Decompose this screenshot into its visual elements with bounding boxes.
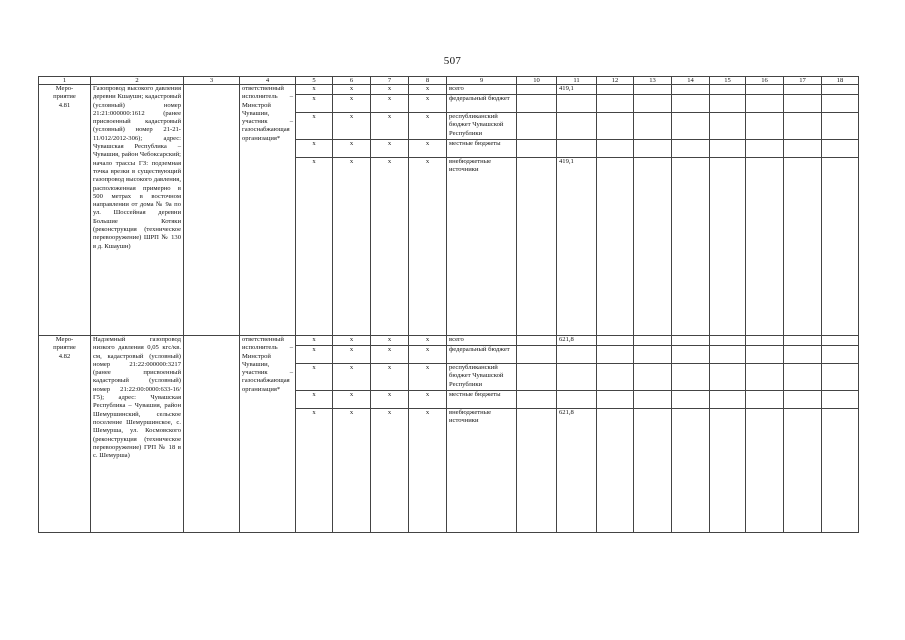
empty-cell — [634, 391, 672, 409]
empty-cell — [597, 391, 634, 409]
empty-cell — [634, 346, 672, 364]
empty-cell — [634, 113, 672, 140]
empty-cell — [710, 391, 746, 409]
empty-cell — [746, 336, 784, 346]
code-cell: x — [296, 113, 333, 140]
column-number: 14 — [672, 77, 710, 85]
activity-description: Газопровод высокого давления деревни Кшаушн; кадастровый (условный) номер 21:21:000000:1612 (ранее присвоенный кадастровый (условный) номер 21-21-11/012/2012-306); адрес: Чувашская Республика – Чувашия, район Чебоксарский; начало трассы ГЗ: подземная точка врезки в существующий газопровод высокого давления, расположенная примерно в 500 метрах в восточном направлении от дома № 9а по ул. Шоссейная деревни Большие Котяки (реконструкция (техническое перевооружение) ШРП № 130 в д. Кшаушн) — [91, 85, 184, 336]
column-number: 2 — [91, 77, 184, 85]
empty-cell — [597, 140, 634, 158]
code-cell: x — [333, 158, 371, 336]
code-cell: x — [409, 364, 447, 391]
column-number: 18 — [822, 77, 859, 85]
code-cell: x — [371, 409, 409, 533]
empty-cell — [517, 391, 557, 409]
program-table — [38, 76, 859, 533]
empty-cell — [822, 364, 859, 391]
empty-cell — [784, 95, 822, 113]
code-cell: x — [296, 140, 333, 158]
amount-cell: 419,1 — [557, 158, 597, 336]
empty-cell — [710, 336, 746, 346]
code-cell: x — [371, 391, 409, 409]
empty-cell — [746, 85, 784, 95]
empty-cell — [822, 391, 859, 409]
empty-cell — [672, 409, 710, 533]
code-cell: x — [409, 346, 447, 364]
empty-cell — [634, 158, 672, 336]
empty-cell — [710, 158, 746, 336]
empty-cell — [517, 95, 557, 113]
activity-id: Меро- приятие 4.81 — [39, 85, 91, 336]
code-cell: x — [409, 113, 447, 140]
empty-cell — [517, 113, 557, 140]
empty-cell — [517, 85, 557, 95]
code-cell: x — [371, 336, 409, 346]
empty-cell — [597, 346, 634, 364]
code-cell: x — [371, 158, 409, 336]
empty-cell — [634, 95, 672, 113]
table-row — [39, 85, 859, 95]
code-cell: x — [333, 336, 371, 346]
code-cell: x — [371, 140, 409, 158]
code-cell: x — [333, 364, 371, 391]
empty-cell — [746, 364, 784, 391]
empty-cell — [822, 113, 859, 140]
funding-source: внебюджетные источники — [447, 158, 517, 336]
code-cell: x — [333, 113, 371, 140]
empty-cell — [784, 409, 822, 533]
code-cell: x — [409, 85, 447, 95]
empty-cell — [784, 336, 822, 346]
code-cell: x — [296, 158, 333, 336]
code-cell: x — [371, 113, 409, 140]
column-number: 9 — [447, 77, 517, 85]
empty-cell — [184, 336, 240, 533]
column-number: 17 — [784, 77, 822, 85]
code-cell: x — [409, 409, 447, 533]
column-number: 1 — [39, 77, 91, 85]
code-cell: x — [333, 391, 371, 409]
code-cell: x — [296, 95, 333, 113]
code-cell: x — [409, 391, 447, 409]
funding-source: местные бюджеты — [447, 140, 517, 158]
empty-cell — [746, 158, 784, 336]
empty-cell — [822, 85, 859, 95]
amount-cell: 621,8 — [557, 336, 597, 346]
funding-source: федеральный бюджет — [447, 346, 517, 364]
code-cell: x — [333, 140, 371, 158]
empty-cell — [710, 85, 746, 95]
code-cell: x — [371, 95, 409, 113]
empty-cell — [822, 346, 859, 364]
empty-cell — [517, 409, 557, 533]
code-cell: x — [371, 364, 409, 391]
empty-cell — [634, 140, 672, 158]
code-cell: x — [409, 336, 447, 346]
column-number: 7 — [371, 77, 409, 85]
empty-cell — [597, 113, 634, 140]
code-cell: x — [296, 346, 333, 364]
empty-cell — [822, 158, 859, 336]
code-cell: x — [333, 346, 371, 364]
funding-source: всего — [447, 85, 517, 95]
column-number: 16 — [746, 77, 784, 85]
activity-id: Меро- приятие 4.82 — [39, 336, 91, 533]
column-number: 3 — [184, 77, 240, 85]
empty-cell — [672, 391, 710, 409]
empty-cell — [634, 409, 672, 533]
empty-cell — [597, 336, 634, 346]
empty-cell — [517, 364, 557, 391]
column-number: 12 — [597, 77, 634, 85]
funding-source: всего — [447, 336, 517, 346]
empty-cell — [746, 391, 784, 409]
empty-cell — [746, 140, 784, 158]
amount-cell: 621,8 — [557, 409, 597, 533]
code-cell: x — [409, 95, 447, 113]
empty-cell — [634, 85, 672, 95]
empty-cell — [672, 336, 710, 346]
funding-source: местные бюджеты — [447, 391, 517, 409]
empty-cell — [517, 158, 557, 336]
column-number: 15 — [710, 77, 746, 85]
code-cell: x — [333, 95, 371, 113]
amount-cell — [557, 346, 597, 364]
code-cell: x — [371, 346, 409, 364]
page-number: 507 — [443, 55, 462, 67]
empty-cell — [784, 158, 822, 336]
code-cell: x — [296, 364, 333, 391]
code-cell: x — [296, 409, 333, 533]
activity-description: Надземный газопровод низкого давления 0,05 кгс/кв. см, кадастровый (условный) номер 21:22:000000:3217 (ранее присвоенный кадастровый (условный) номер 21:22:00:0000:633-16/ Г5); адрес: Чувашская Республика – Чувашия, район Шемуршинский, сельское поселение Шемуршинское, с. Шемурша, ул. Космовского (реконструкция (техническое перевооружение) ГРП № 18 в с. Шемурша) — [91, 336, 184, 533]
amount-cell: 419,1 — [557, 85, 597, 95]
empty-cell — [597, 409, 634, 533]
code-cell: x — [296, 391, 333, 409]
column-number-row — [39, 77, 859, 85]
empty-cell — [746, 95, 784, 113]
empty-cell — [710, 364, 746, 391]
column-number: 6 — [333, 77, 371, 85]
column-number: 10 — [517, 77, 557, 85]
empty-cell — [672, 113, 710, 140]
executor: ответственный исполнитель – Минстрой Чувашии, участник – газоснабжающая организация* — [240, 336, 296, 533]
empty-cell — [634, 336, 672, 346]
empty-cell — [746, 409, 784, 533]
code-cell: x — [296, 336, 333, 346]
funding-source: республиканский бюджет Чувашской Республики — [447, 113, 517, 140]
amount-cell — [557, 113, 597, 140]
code-cell: x — [333, 85, 371, 95]
empty-cell — [710, 140, 746, 158]
empty-cell — [784, 140, 822, 158]
empty-cell — [672, 346, 710, 364]
amount-cell — [557, 364, 597, 391]
empty-cell — [822, 95, 859, 113]
column-number: 8 — [409, 77, 447, 85]
empty-cell — [822, 336, 859, 346]
amount-cell — [557, 140, 597, 158]
empty-cell — [710, 409, 746, 533]
empty-cell — [597, 158, 634, 336]
empty-cell — [672, 95, 710, 113]
amount-cell — [557, 391, 597, 409]
empty-cell — [517, 140, 557, 158]
column-number: 4 — [240, 77, 296, 85]
code-cell: x — [409, 140, 447, 158]
empty-cell — [710, 113, 746, 140]
empty-cell — [822, 409, 859, 533]
empty-cell — [597, 364, 634, 391]
empty-cell — [710, 95, 746, 113]
empty-cell — [184, 85, 240, 336]
empty-cell — [784, 346, 822, 364]
empty-cell — [672, 140, 710, 158]
code-cell: x — [333, 409, 371, 533]
funding-source: внебюджетные источники — [447, 409, 517, 533]
empty-cell — [634, 364, 672, 391]
code-cell: x — [371, 85, 409, 95]
empty-cell — [746, 346, 784, 364]
empty-cell — [784, 391, 822, 409]
empty-cell — [746, 113, 784, 140]
column-number: 13 — [634, 77, 672, 85]
empty-cell — [784, 364, 822, 391]
empty-cell — [784, 113, 822, 140]
column-number: 5 — [296, 77, 333, 85]
empty-cell — [517, 346, 557, 364]
code-cell: x — [296, 85, 333, 95]
executor: ответственный исполнитель – Минстрой Чувашии, участник – газоснабжающая организация* — [240, 85, 296, 336]
code-cell: x — [409, 158, 447, 336]
empty-cell — [784, 85, 822, 95]
empty-cell — [597, 85, 634, 95]
empty-cell — [517, 336, 557, 346]
amount-cell — [557, 95, 597, 113]
empty-cell — [672, 158, 710, 336]
table-row — [39, 336, 859, 346]
column-number: 11 — [557, 77, 597, 85]
empty-cell — [597, 95, 634, 113]
empty-cell — [822, 140, 859, 158]
empty-cell — [710, 346, 746, 364]
funding-source: федеральный бюджет — [447, 95, 517, 113]
empty-cell — [672, 364, 710, 391]
empty-cell — [672, 85, 710, 95]
funding-source: республиканский бюджет Чувашской Республики — [447, 364, 517, 391]
